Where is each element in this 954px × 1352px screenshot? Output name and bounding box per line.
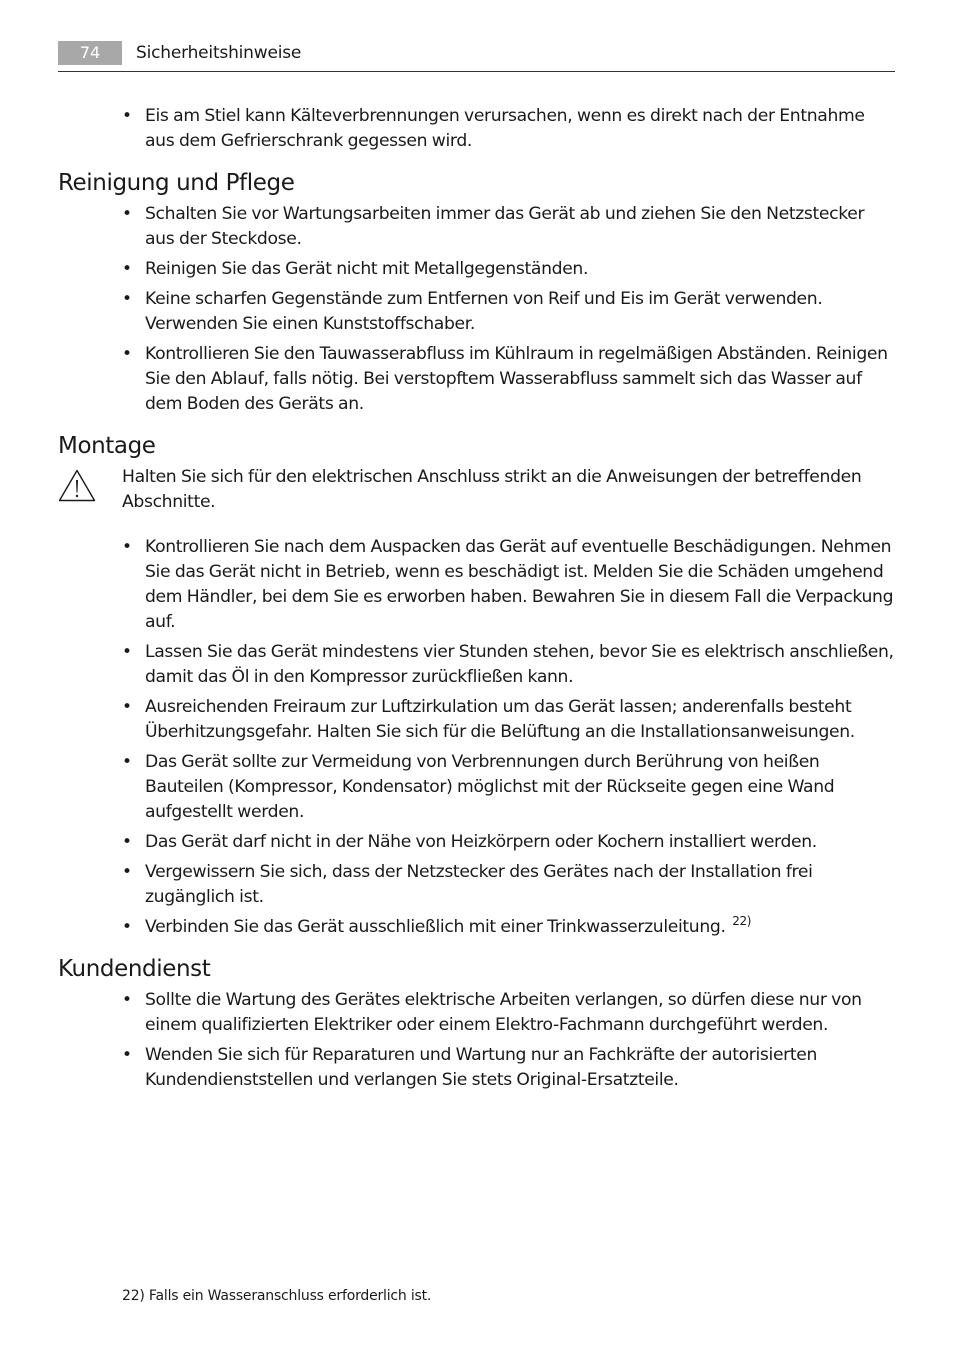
list-item: • Lassen Sie das Gerät mindestens vier Stunden stehen, bevor Sie es elektrisch anschließen, damit das Öl in den Kompressor zurückfließen kann. xyxy=(58,640,896,690)
page-number: 74 xyxy=(58,41,122,65)
warning-note xyxy=(58,465,896,515)
warning-text: Halten Sie sich für den elektrischen Anschluss strikt an die Anweisungen der betreffenden Abschnitte. xyxy=(122,467,862,512)
list-item: • Schalten Sie vor Wartungsarbeiten immer das Gerät ab und ziehen Sie den Netzstecker aus der Steckdose. xyxy=(58,202,896,252)
installation-list xyxy=(58,535,896,940)
list-item: • Ausreichenden Freiraum zur Luftzirkulation um das Gerät lassen; anderenfalls besteht Überhitzungsgefahr. Halten Sie sich für die Belüftung an die Installationsanweisungen. xyxy=(58,695,896,745)
page-content xyxy=(58,104,896,1098)
page-header xyxy=(58,41,895,72)
warning-triangle-icon xyxy=(58,469,96,502)
section-heading-installation: Montage xyxy=(58,433,156,459)
list-item: • Sollte die Wartung des Gerätes elektrische Arbeiten verlangen, so dürfen diese nur von einem qualifizierten Elektriker oder einem Elektro-Fachmann durchgeführt werden. xyxy=(58,988,896,1038)
section-heading-service: Kundendienst xyxy=(58,956,211,982)
list-item: • Wenden Sie sich für Reparaturen und Wartung nur an Fachkräfte der autorisierten Kundendienststellen und verlangen Sie stets Original-Ersatzteile. xyxy=(58,1043,896,1093)
list-item: • Vergewissern Sie sich, dass der Netzstecker des Gerätes nach der Installation frei zugänglich ist. xyxy=(58,860,896,910)
list-item xyxy=(58,915,896,940)
list-item: • Reinigen Sie das Gerät nicht mit Metallgegenständen. xyxy=(58,257,896,282)
footnote: 22) Falls ein Wasseranschluss erforderlich ist. xyxy=(122,1288,432,1304)
header-title: Sicherheitshinweise xyxy=(136,43,302,63)
intro-list xyxy=(58,104,896,154)
footnote-reference: 22) xyxy=(732,914,752,928)
list-item: • Kontrollieren Sie nach dem Auspacken das Gerät auf eventuelle Beschädigungen. Nehmen Sie das Gerät nicht in Betrieb, wenn es beschädigt ist. Melden Sie die Schäden umgehend dem Händler, bei dem Sie es erworben haben. Bewahren Sie in diesem Fall die Verpackung auf. xyxy=(58,535,896,635)
list-item: • Eis am Stiel kann Kälteverbrennungen verursachen, wenn es direkt nach der Entnahme aus dem Gefrierschrank gegessen wird. xyxy=(58,104,896,154)
list-item: • Keine scharfen Gegenstände zum Entfernen von Reif und Eis im Gerät verwenden. Verwenden Sie einen Kunststoffschaber. xyxy=(58,287,896,337)
list-item: • Das Gerät sollte zur Vermeidung von Verbrennungen durch Berührung von heißen Bauteilen (Kompressor, Kondensator) möglichst mit der Rückseite gegen eine Wand aufgestellt werden. xyxy=(58,750,896,825)
service-list xyxy=(58,988,896,1093)
cleaning-list xyxy=(58,202,896,417)
list-item: • Kontrollieren Sie den Tauwasserabfluss im Kühlraum in regelmäßigen Abständen. Reinigen Sie den Ablauf, falls nötig. Bei verstopftem Wasserabfluss sammelt sich das Wasser auf dem Boden des Geräts an. xyxy=(58,342,896,417)
section-heading-cleaning: Reinigung und Pflege xyxy=(58,170,295,196)
list-item: • Das Gerät darf nicht in der Nähe von Heizkörpern oder Kochern installiert werden. xyxy=(58,830,896,855)
list-item-text: Verbinden Sie das Gerät ausschließlich mit einer Trinkwasserzuleitung. xyxy=(145,917,726,937)
